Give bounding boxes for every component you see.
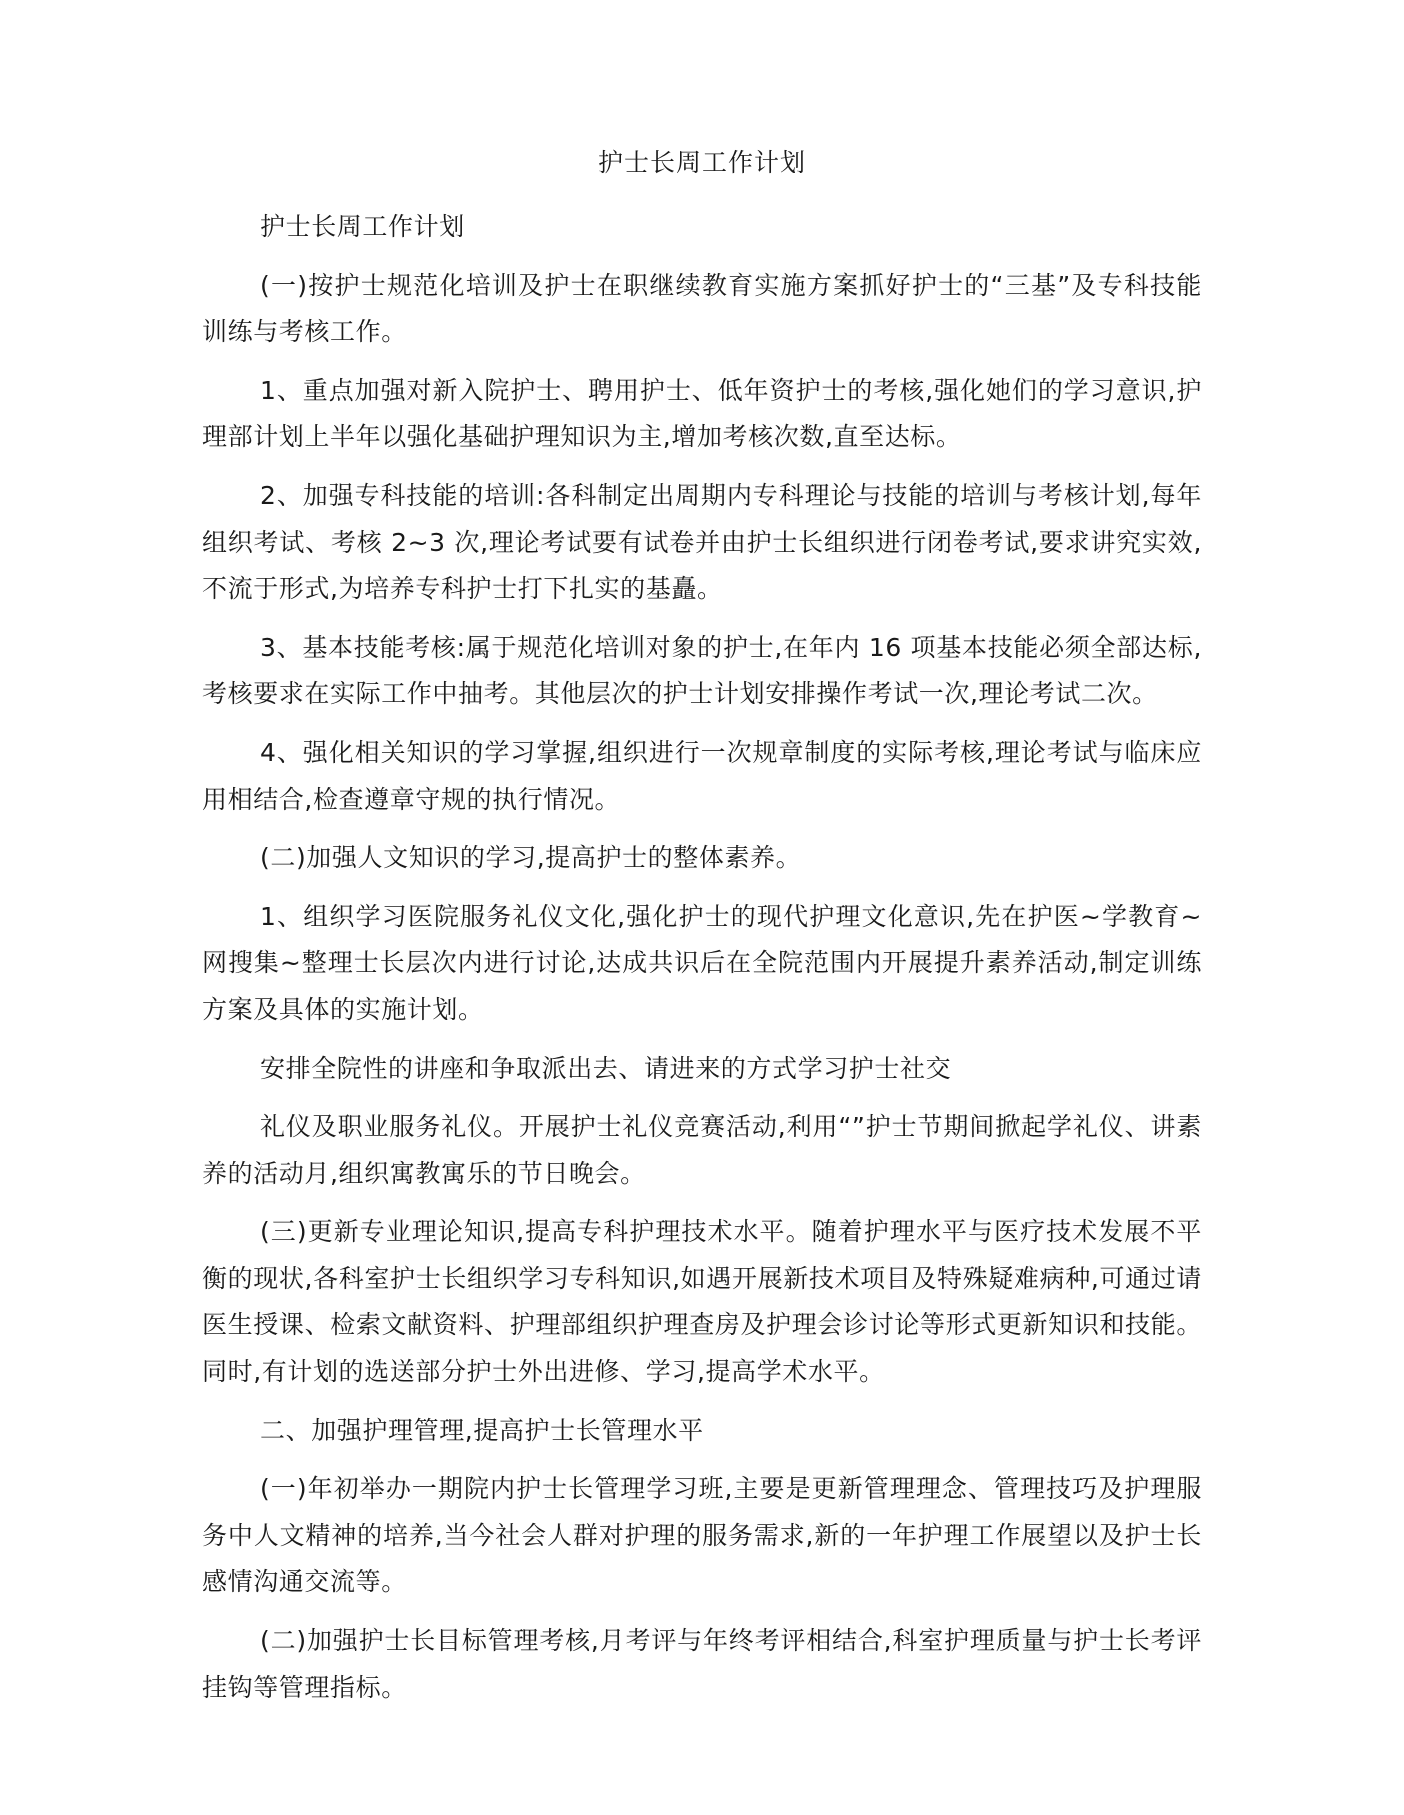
paragraph: 礼仪及职业服务礼仪。开展护士礼仪竞赛活动,利用“”护士节期间掀起学礼仪、讲素养的活动月,组织寓教寓乐的节日晚会。 [202, 1112, 1202, 1188]
paragraph: 1、重点加强对新入院护士、聘用护士、低年资护士的考核,强化她们的学习意识,护理部计划上半年以强化基础护理知识为主,增加考核次数,直至达标。 [202, 375, 1202, 452]
paragraph: 3、基本技能考核:属于规范化培训对象的护士,在年内 16 项基本技能必须全部达标,考核要求在实际工作中抽考。其他层次的护士计划安排操作考试一次,理论考试二次。 [202, 632, 1202, 709]
paragraph: (二)加强护士长目标管理考核,月考评与年终考评相结合,科室护理质量与护士长考评挂钩等管理指标。 [202, 1626, 1202, 1702]
paragraph: 4、强化相关知识的学习掌握,组织进行一次规章制度的实际考核,理论考试与临床应用相结合,检查遵章守规的执行情况。 [202, 737, 1202, 814]
paragraph: (一)年初举办一期院内护士长管理学习班,主要是更新管理理念、管理技巧及护理服务中人文精神的培养,当今社会人群对护理的服务需求,新的一年护理工作展望以及护士长感情沟通交流等。 [202, 1474, 1202, 1597]
paragraph: 护士长周工作计划 [260, 212, 465, 241]
paragraph: (二)加强人文知识的学习,提高护士的整体素养。 [260, 843, 802, 873]
paragraph: 1、组织学习医院服务礼仪文化,强化护士的现代护理文化意识,先在护医~学教育~网搜集~整理士长层次内进行讨论,达成共识后在全院范围内开展提升素养活动,制定训练方案及具体的实施计划。 [202, 901, 1202, 1024]
document-body [202, 204, 1202, 1723]
paragraph: 安排全院性的讲座和争取派出去、请进来的方式学习护士社交 [260, 1053, 952, 1083]
document-title: 护士长周工作计划 [597, 148, 806, 177]
paragraph: (一)按护士规范化培训及护士在职继续教育实施方案抓好护士的“三基”及专科技能训练与考核工作。 [202, 270, 1202, 347]
paragraph: 二、加强护理管理,提高护士长管理水平 [260, 1415, 704, 1445]
paragraph: 2、加强专科技能的培训:各科制定出周期内专科理论与技能的培训与考核计划,每年组织考试、考核 2~3 次,理论考试要有试卷并由护士长组织进行闭卷考试,要求讲究实效,不流于形式,为培养专科护士打下扎实的基矗。 [202, 480, 1202, 604]
paragraph: (三)更新专业理论知识,提高专科护理技术水平。随着护理水平与医疗技术发展不平衡的现状,各科室护士长组织学习专科知识,如遇开展新技术项目及特殊疑难病种,可通过请医生授课、检索文献资料、护理部组织护理查房及护理会诊讨论等形式更新知识和技能。同时,有计划的选送部分护士外出进修、学习,提高学术水平。 [202, 1217, 1202, 1387]
